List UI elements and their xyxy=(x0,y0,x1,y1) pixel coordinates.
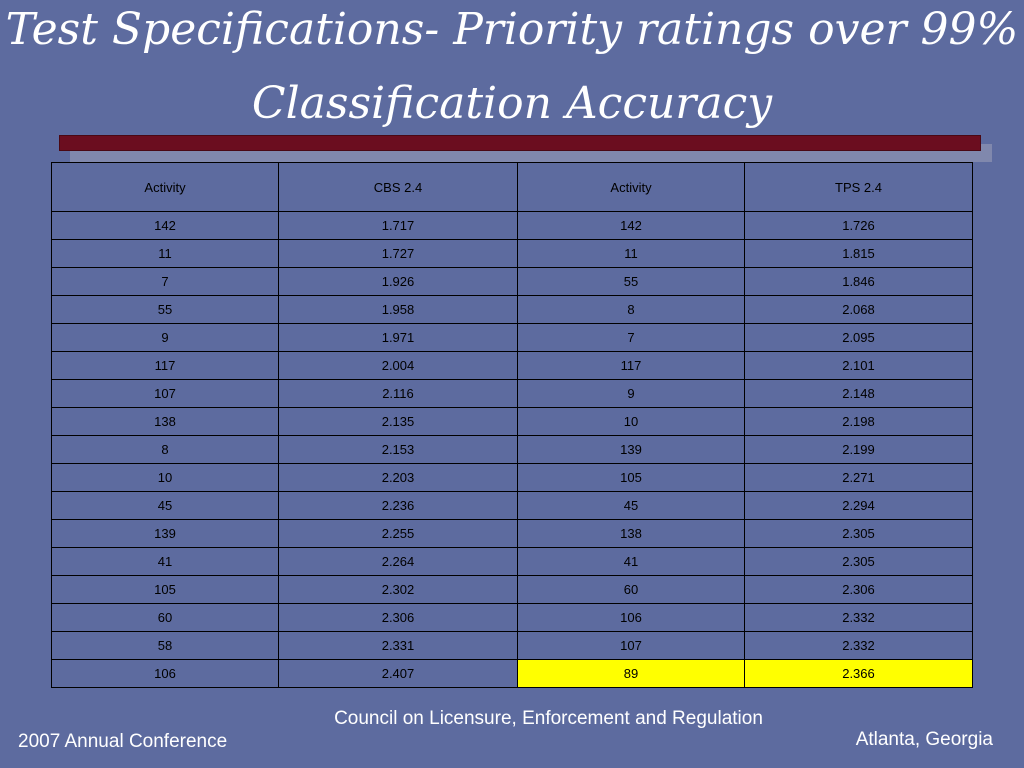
table-row xyxy=(52,520,973,548)
title-line-2: Classification Accuracy xyxy=(251,78,773,129)
table-row xyxy=(52,464,973,492)
cell: 1.717 xyxy=(279,212,518,240)
cell: 1.958 xyxy=(279,296,518,324)
highlighted-cell: 2.366 xyxy=(745,660,973,688)
cell: 117 xyxy=(52,352,279,380)
footer-location: Atlanta, Georgia xyxy=(855,729,993,750)
cell: 106 xyxy=(518,604,745,632)
cell: 2.305 xyxy=(745,520,973,548)
cell: 7 xyxy=(52,268,279,296)
cell: 60 xyxy=(518,576,745,604)
cell: 1.727 xyxy=(279,240,518,268)
cell: 9 xyxy=(52,324,279,352)
cell: 2.255 xyxy=(279,520,518,548)
cell: 10 xyxy=(518,408,745,436)
cell: 2.306 xyxy=(745,576,973,604)
table-row xyxy=(52,548,973,576)
table-row xyxy=(52,240,973,268)
cell: 2.407 xyxy=(279,660,518,688)
cell: 2.264 xyxy=(279,548,518,576)
cell: 11 xyxy=(518,240,745,268)
cell: 9 xyxy=(518,380,745,408)
table-row xyxy=(52,436,973,464)
cell: 45 xyxy=(518,492,745,520)
cell: 2.332 xyxy=(745,604,973,632)
header-activity-cbs: Activity xyxy=(52,163,279,212)
accent-bar xyxy=(59,135,981,151)
table-row xyxy=(52,380,973,408)
title-line-1: Test Specifications- Priority ratings over 99% xyxy=(5,4,1019,55)
cell: 2.203 xyxy=(279,464,518,492)
cell: 138 xyxy=(518,520,745,548)
cell: 8 xyxy=(52,436,279,464)
cell: 1.926 xyxy=(279,268,518,296)
cell: 2.004 xyxy=(279,352,518,380)
cell: 45 xyxy=(52,492,279,520)
cell: 1.815 xyxy=(745,240,973,268)
table-row xyxy=(52,296,973,324)
cell: 41 xyxy=(52,548,279,576)
cell: 11 xyxy=(52,240,279,268)
cell: 105 xyxy=(518,464,745,492)
cell: 1.846 xyxy=(745,268,973,296)
header-cbs: CBS 2.4 xyxy=(279,163,518,212)
cell: 142 xyxy=(518,212,745,240)
header-activity-tps: Activity xyxy=(518,163,745,212)
table-row xyxy=(52,408,973,436)
cell: 106 xyxy=(52,660,279,688)
cell: 2.116 xyxy=(279,380,518,408)
cell: 117 xyxy=(518,352,745,380)
highlighted-cell: 89 xyxy=(518,660,745,688)
cell: 2.331 xyxy=(279,632,518,660)
cell: 107 xyxy=(52,380,279,408)
cell: 138 xyxy=(52,408,279,436)
cell: 2.068 xyxy=(745,296,973,324)
table-row xyxy=(52,660,973,688)
cell: 2.305 xyxy=(745,548,973,576)
cell: 55 xyxy=(52,296,279,324)
cell: 2.148 xyxy=(745,380,973,408)
cell: 105 xyxy=(52,576,279,604)
cell: 8 xyxy=(518,296,745,324)
cell: 55 xyxy=(518,268,745,296)
cell: 2.302 xyxy=(279,576,518,604)
cell: 1.971 xyxy=(279,324,518,352)
cell: 60 xyxy=(52,604,279,632)
cell: 41 xyxy=(518,548,745,576)
cell: 2.101 xyxy=(745,352,973,380)
cell: 107 xyxy=(518,632,745,660)
cell: 2.198 xyxy=(745,408,973,436)
cell: 2.236 xyxy=(279,492,518,520)
cell: 2.332 xyxy=(745,632,973,660)
cell: 2.095 xyxy=(745,324,973,352)
cell: 58 xyxy=(52,632,279,660)
cell: 7 xyxy=(518,324,745,352)
cell: 2.153 xyxy=(279,436,518,464)
cell: 2.306 xyxy=(279,604,518,632)
cell: 142 xyxy=(52,212,279,240)
cell: 139 xyxy=(518,436,745,464)
table-row xyxy=(52,576,973,604)
table-row xyxy=(52,212,973,240)
table-row xyxy=(52,324,973,352)
footer-organization: Council on Licensure, Enforcement and Regulation xyxy=(334,708,763,729)
table-row xyxy=(52,492,973,520)
table-row xyxy=(52,604,973,632)
cell: 2.199 xyxy=(745,436,973,464)
footer-conference: 2007 Annual Conference xyxy=(18,731,228,752)
table-row xyxy=(52,268,973,296)
cell: 2.271 xyxy=(745,464,973,492)
table-header-row xyxy=(52,163,973,212)
cell: 1.726 xyxy=(745,212,973,240)
cell: 2.135 xyxy=(279,408,518,436)
table-row xyxy=(52,632,973,660)
cell: 139 xyxy=(52,520,279,548)
cell: 10 xyxy=(52,464,279,492)
header-tps: TPS 2.4 xyxy=(745,163,973,212)
cell: 2.294 xyxy=(745,492,973,520)
priority-ratings-table xyxy=(51,162,973,688)
table-row xyxy=(52,352,973,380)
